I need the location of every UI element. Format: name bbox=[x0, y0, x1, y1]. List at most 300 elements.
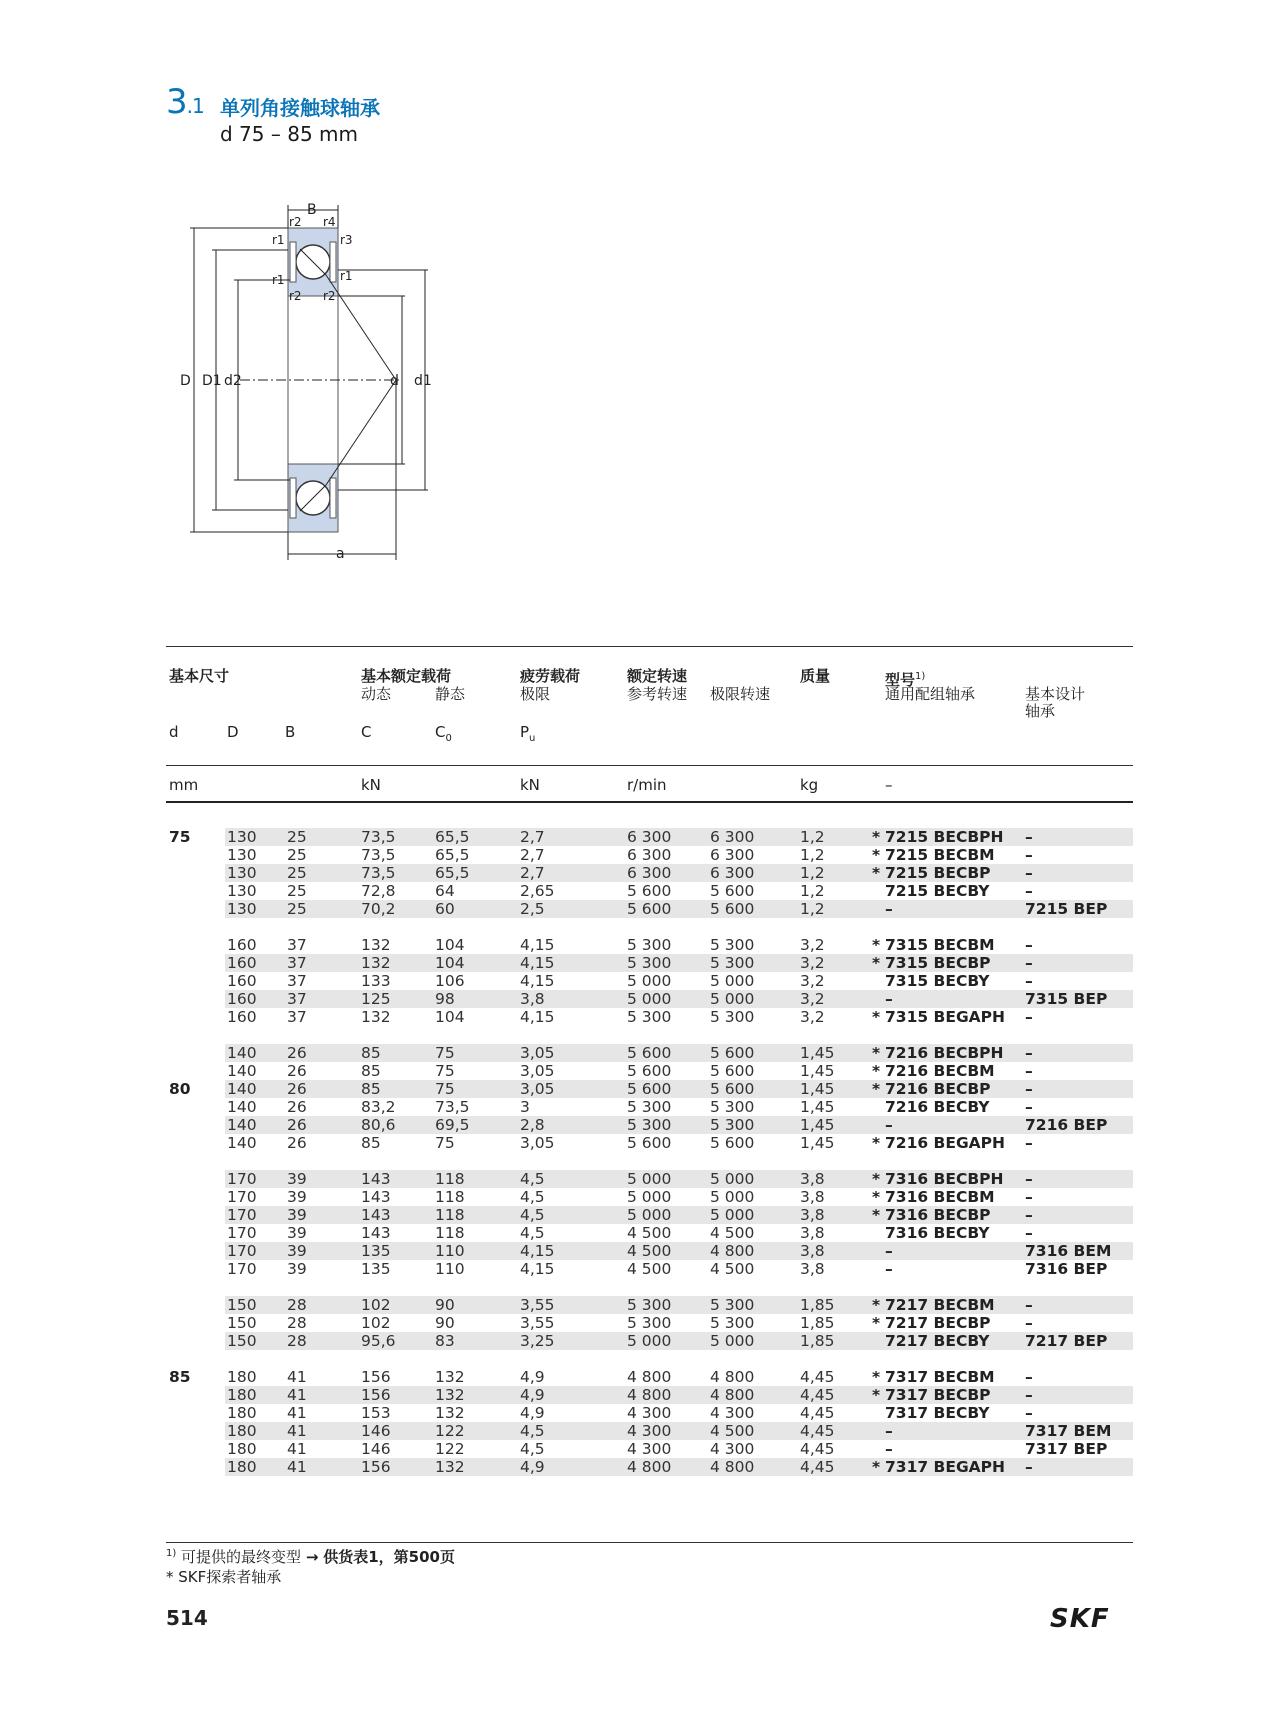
cell-lim: 5 300 bbox=[710, 1008, 755, 1026]
cell-c: 85 bbox=[361, 1134, 381, 1152]
cell-d: 130 bbox=[227, 846, 257, 864]
cell-c: 146 bbox=[361, 1440, 391, 1458]
cell-base: – bbox=[1025, 1368, 1033, 1386]
cell-star: * bbox=[872, 1044, 881, 1062]
units-rule bbox=[166, 801, 1133, 803]
cell-d: 130 bbox=[227, 828, 257, 846]
cell-b: 39 bbox=[287, 1170, 307, 1188]
cell-ref: 4 800 bbox=[627, 1386, 672, 1404]
header-mass: 质量 bbox=[800, 667, 831, 685]
table-row bbox=[225, 864, 1133, 882]
cell-c: 73,5 bbox=[361, 864, 396, 882]
cell-c0: 65,5 bbox=[435, 846, 470, 864]
cell-lim: 5 300 bbox=[710, 954, 755, 972]
cell-c: 143 bbox=[361, 1170, 391, 1188]
cell-type: – bbox=[885, 1116, 893, 1134]
table-row bbox=[225, 1116, 1133, 1134]
header-fatigue-limit: 极限 bbox=[520, 685, 551, 703]
cell-c: 146 bbox=[361, 1422, 391, 1440]
cell-type: 7315 BEGAPH bbox=[885, 1008, 1005, 1026]
cell-ref: 4 500 bbox=[627, 1242, 672, 1260]
cell-type: 7316 BECBY bbox=[885, 1224, 990, 1242]
cell-lim: 5 000 bbox=[710, 1170, 755, 1188]
cell-c0: 90 bbox=[435, 1314, 455, 1332]
cell-lim: 5 600 bbox=[710, 882, 755, 900]
cell-c0: 69,5 bbox=[435, 1116, 470, 1134]
table-row bbox=[225, 1368, 1133, 1386]
cell-b: 25 bbox=[287, 846, 307, 864]
cell-c: 143 bbox=[361, 1188, 391, 1206]
cell-lim: 4 800 bbox=[710, 1458, 755, 1476]
cell-pu: 4,9 bbox=[520, 1458, 545, 1476]
cell-type: 7316 BECBP bbox=[885, 1206, 991, 1224]
cell-d: 150 bbox=[227, 1296, 257, 1314]
table-row bbox=[225, 846, 1133, 864]
table-row bbox=[225, 1170, 1133, 1188]
cell-kg: 4,45 bbox=[800, 1386, 835, 1404]
cell-lim: 5 600 bbox=[710, 1044, 755, 1062]
cell-type: – bbox=[885, 1260, 893, 1278]
unit-designation: – bbox=[885, 776, 893, 794]
cell-star: * bbox=[872, 1386, 881, 1404]
cell-c: 133 bbox=[361, 972, 391, 990]
unit-mm: mm bbox=[169, 776, 199, 794]
table-row bbox=[225, 1008, 1133, 1026]
cell-b: 37 bbox=[287, 972, 307, 990]
cell-base: – bbox=[1025, 846, 1033, 864]
cell-c0: 132 bbox=[435, 1404, 465, 1422]
cell-c0: 65,5 bbox=[435, 864, 470, 882]
label-r2-right: r2 bbox=[323, 289, 336, 303]
cell-kg: 1,45 bbox=[800, 1098, 835, 1116]
label-r1-right: r1 bbox=[340, 269, 353, 283]
cell-kg: 3,2 bbox=[800, 1008, 825, 1026]
cell-d: 140 bbox=[227, 1134, 257, 1152]
label-r3: r3 bbox=[340, 233, 353, 247]
cell-c0: 132 bbox=[435, 1368, 465, 1386]
cell-pu: 4,9 bbox=[520, 1386, 545, 1404]
cell-ref: 6 300 bbox=[627, 846, 672, 864]
cell-pu: 3,05 bbox=[520, 1080, 555, 1098]
cell-lim: 6 300 bbox=[710, 828, 755, 846]
cell-c0: 118 bbox=[435, 1170, 465, 1188]
cell-kg: 4,45 bbox=[800, 1422, 835, 1440]
cell-c0: 132 bbox=[435, 1386, 465, 1404]
header-speed-lim: 极限转速 bbox=[710, 685, 771, 703]
cell-b: 37 bbox=[287, 936, 307, 954]
cell-star: * bbox=[872, 828, 881, 846]
cell-ref: 5 600 bbox=[627, 1080, 672, 1098]
cell-star: * bbox=[872, 1170, 881, 1188]
cell-type: 7317 BECBM bbox=[885, 1368, 995, 1386]
header-rule bbox=[166, 765, 1133, 766]
cell-lim: 4 300 bbox=[710, 1440, 755, 1458]
cell-ref: 5 300 bbox=[627, 1098, 672, 1116]
cell-ref: 4 800 bbox=[627, 1458, 672, 1476]
cell-c0: 75 bbox=[435, 1062, 455, 1080]
table-row bbox=[225, 900, 1133, 918]
symbol-B: B bbox=[285, 723, 296, 741]
table-row bbox=[225, 1188, 1133, 1206]
header-basic-design: 基本设计 bbox=[1025, 685, 1086, 703]
table-row bbox=[225, 1332, 1133, 1350]
cell-b: 28 bbox=[287, 1314, 307, 1332]
cell-ref: 5 600 bbox=[627, 1044, 672, 1062]
cell-pu: 3 bbox=[520, 1098, 530, 1116]
cell-type: 7217 BECBY bbox=[885, 1332, 990, 1350]
header-basic-load: 基本额定载荷 bbox=[361, 667, 452, 685]
cell-kg: 3,8 bbox=[800, 1242, 825, 1260]
header-basic-design-2: 轴承 bbox=[1025, 702, 1056, 720]
cell-c0: 118 bbox=[435, 1188, 465, 1206]
cell-ref: 5 000 bbox=[627, 972, 672, 990]
cell-d: 140 bbox=[227, 1062, 257, 1080]
cell-star: * bbox=[872, 1368, 881, 1386]
cell-lim: 4 800 bbox=[710, 1368, 755, 1386]
footnote-1: $^{1)}$ 可提供的最终变型 → 供货表1，第500页 bbox=[166, 1548, 455, 1566]
cell-kg: 3,8 bbox=[800, 1224, 825, 1242]
cell-type: 7216 BECBPH bbox=[885, 1044, 1004, 1062]
cell-base: 7315 BEP bbox=[1025, 990, 1108, 1008]
table-row bbox=[225, 828, 1133, 846]
cell-kg: 4,45 bbox=[800, 1368, 835, 1386]
cell-b: 39 bbox=[287, 1242, 307, 1260]
cell-kg: 4,45 bbox=[800, 1458, 835, 1476]
table-row bbox=[225, 954, 1133, 972]
cell-c: 73,5 bbox=[361, 846, 396, 864]
cell-c0: 104 bbox=[435, 954, 465, 972]
cell-pu: 3,25 bbox=[520, 1332, 555, 1350]
cell-b: 26 bbox=[287, 1116, 307, 1134]
cell-d: 160 bbox=[227, 936, 257, 954]
cell-pu: 2,65 bbox=[520, 882, 555, 900]
footnote-rule bbox=[166, 1542, 1133, 1543]
cell-c0: 118 bbox=[435, 1224, 465, 1242]
cell-type: 7216 BEGAPH bbox=[885, 1134, 1005, 1152]
unit-kN-load: kN bbox=[361, 776, 381, 794]
cell-pu: 4,5 bbox=[520, 1170, 545, 1188]
cell-pu: 2,7 bbox=[520, 864, 545, 882]
label-d: d bbox=[390, 373, 399, 389]
cell-b: 39 bbox=[287, 1224, 307, 1242]
cell-d: 130 bbox=[227, 900, 257, 918]
table-row bbox=[225, 990, 1133, 1008]
cell-base: – bbox=[1025, 1386, 1033, 1404]
table-row bbox=[225, 1134, 1133, 1152]
cell-base: 7216 BEP bbox=[1025, 1116, 1108, 1134]
cell-lim: 5 300 bbox=[710, 1098, 755, 1116]
cell-lim: 5 600 bbox=[710, 900, 755, 918]
cell-ref: 6 300 bbox=[627, 828, 672, 846]
symbol-C0: $C_0$ bbox=[435, 723, 452, 744]
header-universal: 通用配组轴承 bbox=[885, 685, 976, 703]
cell-kg: 4,45 bbox=[800, 1404, 835, 1422]
cell-b: 26 bbox=[287, 1044, 307, 1062]
cell-ref: 5 600 bbox=[627, 882, 672, 900]
cell-ref: 5 300 bbox=[627, 936, 672, 954]
cell-lim: 5 600 bbox=[710, 1062, 755, 1080]
cell-type: 7216 BECBY bbox=[885, 1098, 990, 1116]
cell-kg: 1,2 bbox=[800, 828, 825, 846]
cell-b: 25 bbox=[287, 900, 307, 918]
cell-kg: 3,2 bbox=[800, 954, 825, 972]
cell-kg: 3,8 bbox=[800, 1206, 825, 1224]
cell-lim: 4 300 bbox=[710, 1404, 755, 1422]
cell-c: 85 bbox=[361, 1044, 381, 1062]
skf-logo: SKF bbox=[1050, 1604, 1110, 1634]
cell-lim: 4 500 bbox=[710, 1260, 755, 1278]
cell-base: 7317 BEM bbox=[1025, 1422, 1112, 1440]
cell-b: 37 bbox=[287, 1008, 307, 1026]
cell-lim: 6 300 bbox=[710, 864, 755, 882]
cell-type: 7216 BECBM bbox=[885, 1062, 995, 1080]
table-row bbox=[225, 1458, 1133, 1476]
cell-c: 70,2 bbox=[361, 900, 396, 918]
cell-c0: 64 bbox=[435, 882, 455, 900]
cell-lim: 5 300 bbox=[710, 936, 755, 954]
symbol-Pu: $P_u$ bbox=[520, 723, 536, 744]
cell-lim: 5 000 bbox=[710, 990, 755, 1008]
cell-c0: 104 bbox=[435, 1008, 465, 1026]
cell-c0: 110 bbox=[435, 1242, 465, 1260]
header-designation: 型号$^{1)}$ bbox=[885, 671, 926, 689]
cell-lim: 6 300 bbox=[710, 846, 755, 864]
cell-lim: 5 000 bbox=[710, 1188, 755, 1206]
cell-d: 180 bbox=[227, 1386, 257, 1404]
cell-base: – bbox=[1025, 1188, 1033, 1206]
cell-base: – bbox=[1025, 1458, 1033, 1476]
cell-ref: 5 000 bbox=[627, 1206, 672, 1224]
cell-d: 180 bbox=[227, 1440, 257, 1458]
cell-d: 180 bbox=[227, 1404, 257, 1422]
label-r2-left: r2 bbox=[289, 289, 302, 303]
cell-d: 180 bbox=[227, 1368, 257, 1386]
cell-c: 83,2 bbox=[361, 1098, 396, 1116]
cell-b: 39 bbox=[287, 1188, 307, 1206]
cell-base: 7217 BEP bbox=[1025, 1332, 1108, 1350]
cell-lim: 5 000 bbox=[710, 1206, 755, 1224]
cell-d: 160 bbox=[227, 954, 257, 972]
table-row bbox=[225, 1080, 1133, 1098]
cell-base: 7316 BEM bbox=[1025, 1242, 1112, 1260]
table-row bbox=[225, 1224, 1133, 1242]
table-row bbox=[225, 1206, 1133, 1224]
cell-base: – bbox=[1025, 1206, 1033, 1224]
cell-b: 41 bbox=[287, 1404, 307, 1422]
cell-base: 7317 BEP bbox=[1025, 1440, 1108, 1458]
cell-ref: 4 500 bbox=[627, 1260, 672, 1278]
label-D: D bbox=[180, 373, 191, 389]
table-row bbox=[225, 972, 1133, 990]
cell-type: 7317 BECBY bbox=[885, 1404, 990, 1422]
cell-base: – bbox=[1025, 1134, 1033, 1152]
cell-c: 132 bbox=[361, 936, 391, 954]
cell-lim: 5 600 bbox=[710, 1134, 755, 1152]
cell-base: – bbox=[1025, 828, 1033, 846]
cell-star: * bbox=[872, 936, 881, 954]
cell-b: 41 bbox=[287, 1422, 307, 1440]
cell-c0: 83 bbox=[435, 1332, 455, 1350]
cell-c0: 110 bbox=[435, 1260, 465, 1278]
cell-c0: 104 bbox=[435, 936, 465, 954]
cell-base: – bbox=[1025, 1062, 1033, 1080]
cell-ref: 4 800 bbox=[627, 1368, 672, 1386]
table-row bbox=[225, 1044, 1133, 1062]
cell-kg: 3,8 bbox=[800, 1188, 825, 1206]
cell-c0: 122 bbox=[435, 1440, 465, 1458]
cell-base: – bbox=[1025, 1404, 1033, 1422]
cell-b: 41 bbox=[287, 1458, 307, 1476]
cell-d: 140 bbox=[227, 1098, 257, 1116]
cell-ref: 4 300 bbox=[627, 1404, 672, 1422]
cell-base: – bbox=[1025, 1224, 1033, 1242]
cell-base: – bbox=[1025, 1044, 1033, 1062]
label-B: B bbox=[307, 202, 317, 218]
cell-star: * bbox=[872, 1062, 881, 1080]
cell-kg: 1,45 bbox=[800, 1134, 835, 1152]
cell-c: 132 bbox=[361, 1008, 391, 1026]
cell-b: 26 bbox=[287, 1134, 307, 1152]
cell-c: 102 bbox=[361, 1296, 391, 1314]
cell-ref: 5 300 bbox=[627, 1314, 672, 1332]
cell-pu: 3,55 bbox=[520, 1314, 555, 1332]
table-row bbox=[225, 882, 1133, 900]
page-number: 514 bbox=[166, 1606, 208, 1630]
cell-b: 28 bbox=[287, 1296, 307, 1314]
label-a: a bbox=[336, 546, 345, 560]
cell-d: 160 bbox=[227, 990, 257, 1008]
cell-d: 150 bbox=[227, 1314, 257, 1332]
cell-c: 80,6 bbox=[361, 1116, 396, 1134]
cell-d: 170 bbox=[227, 1188, 257, 1206]
cell-d: 140 bbox=[227, 1116, 257, 1134]
cell-lim: 5 000 bbox=[710, 972, 755, 990]
cell-pu: 4,15 bbox=[520, 936, 555, 954]
cell-lim: 4 800 bbox=[710, 1242, 755, 1260]
table-row bbox=[225, 1098, 1133, 1116]
cell-kg: 1,45 bbox=[800, 1044, 835, 1062]
cell-kg: 1,85 bbox=[800, 1314, 835, 1332]
cell-c: 156 bbox=[361, 1458, 391, 1476]
cell-ref: 5 000 bbox=[627, 1170, 672, 1188]
cell-ref: 4 300 bbox=[627, 1440, 672, 1458]
cell-pu: 4,15 bbox=[520, 1260, 555, 1278]
label-r2-top: r2 bbox=[289, 215, 302, 229]
cell-ref: 5 600 bbox=[627, 1062, 672, 1080]
cell-type: 7317 BEGAPH bbox=[885, 1458, 1005, 1476]
cell-pu: 4,9 bbox=[520, 1368, 545, 1386]
cell-b: 37 bbox=[287, 954, 307, 972]
cell-type: 7215 BECBM bbox=[885, 846, 995, 864]
cell-kg: 1,85 bbox=[800, 1332, 835, 1350]
cell-pu: 4,5 bbox=[520, 1440, 545, 1458]
cell-type: 7215 BECBP bbox=[885, 864, 991, 882]
cell-b: 41 bbox=[287, 1440, 307, 1458]
cell-c0: 106 bbox=[435, 972, 465, 990]
cell-kg: 3,8 bbox=[800, 1260, 825, 1278]
cell-c: 135 bbox=[361, 1242, 391, 1260]
label-r4: r4 bbox=[323, 215, 336, 229]
cell-pu: 4,15 bbox=[520, 954, 555, 972]
cell-ref: 5 000 bbox=[627, 1188, 672, 1206]
cell-star: * bbox=[872, 1080, 881, 1098]
table-row bbox=[225, 1404, 1133, 1422]
cell-lim: 5 300 bbox=[710, 1116, 755, 1134]
cell-ref: 5 000 bbox=[627, 990, 672, 1008]
cell-star: * bbox=[872, 1458, 881, 1476]
cell-pu: 2,7 bbox=[520, 846, 545, 864]
cell-d: 130 bbox=[227, 864, 257, 882]
cell-b: 39 bbox=[287, 1206, 307, 1224]
cell-pu: 4,5 bbox=[520, 1206, 545, 1224]
cell-c: 143 bbox=[361, 1224, 391, 1242]
cell-star: * bbox=[872, 864, 881, 882]
label-d1: d1 bbox=[414, 373, 432, 389]
cell-base: – bbox=[1025, 1296, 1033, 1314]
cell-c: 143 bbox=[361, 1206, 391, 1224]
cell-b: 26 bbox=[287, 1062, 307, 1080]
cell-pu: 3,05 bbox=[520, 1134, 555, 1152]
cell-star: * bbox=[872, 1314, 881, 1332]
cell-type: – bbox=[885, 1440, 893, 1458]
cell-b: 41 bbox=[287, 1368, 307, 1386]
unit-kg: kg bbox=[800, 776, 819, 794]
cell-c0: 98 bbox=[435, 990, 455, 1008]
cell-type: 7315 BECBY bbox=[885, 972, 990, 990]
cell-b: 41 bbox=[287, 1386, 307, 1404]
cell-base: – bbox=[1025, 1080, 1033, 1098]
cell-type: 7315 BECBM bbox=[885, 936, 995, 954]
table-row bbox=[225, 1386, 1133, 1404]
cell-ref: 4 500 bbox=[627, 1224, 672, 1242]
cell-type: – bbox=[885, 900, 893, 918]
cell-c0: 60 bbox=[435, 900, 455, 918]
cell-kg: 1,45 bbox=[800, 1062, 835, 1080]
cell-base: – bbox=[1025, 954, 1033, 972]
cell-base: – bbox=[1025, 1314, 1033, 1332]
header-fatigue: 疲劳载荷 bbox=[520, 667, 581, 685]
label-d2: d2 bbox=[224, 373, 242, 389]
cell-d: 170 bbox=[227, 1206, 257, 1224]
cell-base: 7215 BEP bbox=[1025, 900, 1108, 918]
cell-c: 156 bbox=[361, 1386, 391, 1404]
symbol-d: d bbox=[169, 723, 179, 741]
cell-star: * bbox=[872, 846, 881, 864]
cell-type: 7215 BECBPH bbox=[885, 828, 1004, 846]
cell-d: 170 bbox=[227, 1242, 257, 1260]
cell-c: 85 bbox=[361, 1062, 381, 1080]
cell-d: 170 bbox=[227, 1170, 257, 1188]
label-r1-left: r1 bbox=[272, 273, 285, 287]
cell-d: 180 bbox=[227, 1458, 257, 1476]
cell-pu: 4,5 bbox=[520, 1422, 545, 1440]
cell-c: 73,5 bbox=[361, 828, 396, 846]
cell-c: 153 bbox=[361, 1404, 391, 1422]
cell-c: 132 bbox=[361, 954, 391, 972]
cell-base: – bbox=[1025, 882, 1033, 900]
cell-kg: 1,45 bbox=[800, 1116, 835, 1134]
cell-type: 7215 BECBY bbox=[885, 882, 990, 900]
cell-type: – bbox=[885, 1422, 893, 1440]
unit-kN-fatigue: kN bbox=[520, 776, 540, 794]
cell-lim: 4 500 bbox=[710, 1422, 755, 1440]
bore-group-label: 85 bbox=[169, 1368, 191, 1386]
cell-type: 7217 BECBM bbox=[885, 1296, 995, 1314]
label-D1: D1 bbox=[202, 373, 222, 389]
cell-base: – bbox=[1025, 1008, 1033, 1026]
cell-base: – bbox=[1025, 1098, 1033, 1116]
cell-c: 125 bbox=[361, 990, 391, 1008]
